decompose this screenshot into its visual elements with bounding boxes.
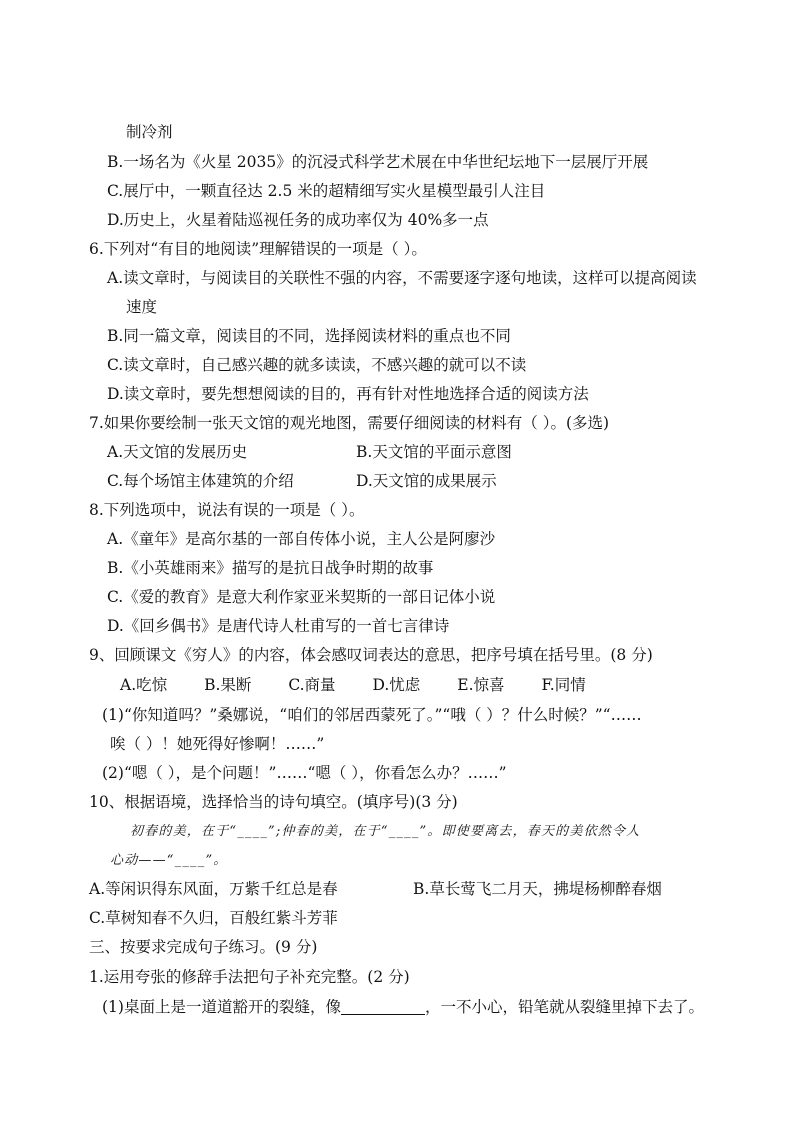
section-3-q1-sentence — [102, 996, 704, 1018]
q7-option-b: B.天文馆的平面示意图 — [356, 443, 512, 461]
q9-word-e: E.惊喜 — [457, 676, 505, 694]
q8-option-a: A.《童年》是高尔基的一部自传体小说，主人公是阿廖沙 — [107, 530, 496, 548]
q6-option-a-continuation: 速度 — [126, 298, 158, 316]
sentence-prefix: (1)桌面上是一道道豁开的裂缝，像 — [102, 998, 341, 1016]
q8-stem: 8.下列选项中，说法有误的一项是（ ）。 — [89, 501, 365, 519]
q5-option-c: C.展厅中，一颗直径达 2.5 米的超精细写实火星模型最引人注目 — [107, 182, 546, 200]
q9-word-f: F.同情 — [541, 676, 586, 694]
q7-stem: 7.如果你要绘制一张天文馆的观光地图，需要仔细阅读的材料有（ ）。(多选) — [89, 414, 610, 432]
q9-word-b: B.果断 — [204, 676, 252, 694]
q9-word-c: C.商量 — [288, 676, 336, 694]
q6-option-d: D.读文章时，要先想想阅读的目的，再有针对性地选择合适的阅读方法 — [107, 385, 589, 403]
q8-option-c: C.《爱的教育》是意大利作家亚米契斯的一部日记体小说 — [107, 588, 496, 606]
q10-option-a: A.等闲识得东风面，万紫千红总是春 — [89, 880, 338, 898]
fill-blank[interactable] — [341, 998, 425, 1015]
q6-option-a: A.读文章时，与阅读目的关联性不强的内容，不需要逐字逐句地读，这样可以提高阅读 — [107, 269, 697, 287]
section-3-q1-stem: 1.运用夸张的修辞手法把句子补充完整。(2 分) — [89, 968, 410, 986]
q5-option-a-continuation: 制冷剂 — [126, 123, 173, 141]
q6-option-c: C.读文章时，自己感兴趣的就多读读，不感兴趣的就可以不读 — [107, 356, 527, 374]
q9-word-a: A.吃惊 — [120, 676, 168, 694]
q7-option-d: D.天文馆的成果展示 — [356, 472, 497, 490]
q10-poem-line-2: 心动——“____”。 — [110, 853, 228, 868]
q8-option-b: B.《小英雄雨来》描写的是抗日战争时期的故事 — [107, 559, 434, 577]
q10-poem-line-1: 初春的美，在于“____”;仲春的美，在于“____”。即使要离去，春天的美依然令人 — [130, 824, 641, 839]
q5-option-d: D.历史上，火星着陆巡视任务的成功率仅为 40%多一点 — [107, 211, 489, 229]
q7-option-c: C.每个场馆主体建筑的介绍 — [107, 472, 294, 490]
q6-stem: 6.下列对“有目的地阅读”理解错误的一项是（ ）。 — [89, 240, 427, 258]
q9-sentence-1-continuation: 唉（ ）！她死得好惨啊！……” — [110, 735, 325, 753]
q10-stem: 10、根据语境，选择恰当的诗句填空。(填序号)(3 分) — [89, 793, 458, 811]
section-3-title: 三、按要求完成句子练习。(9 分) — [89, 938, 318, 956]
q9-sentence-1: (1)“你知道吗？”桑娜说，“咱们的邻居西蒙死了。”“哦（ ）？什么时候？”“…… — [102, 706, 642, 724]
q10-option-b: B.草长莺飞二月天，拂堤杨柳醉春烟 — [413, 880, 662, 898]
q10-option-c: C.草树知春不久归，百般红紫斗芳菲 — [89, 909, 338, 927]
q5-option-b: B.一场名为《火星 2035》的沉浸式科学艺术展在中华世纪坛地下一层展厅开展 — [107, 153, 649, 171]
q9-stem: 9、回顾课文《穷人》的内容，体会感叹词表达的意思，把序号填在括号里。(8 分) — [89, 646, 653, 664]
q7-option-a: A.天文馆的发展历史 — [107, 443, 248, 461]
q6-option-b: B.同一篇文章，阅读目的不同，选择阅读材料的重点也不同 — [107, 327, 511, 345]
q9-sentence-2: (2)“嗯（ ），是个问题！”……“嗯（ ），你看怎么办？……” — [102, 764, 507, 782]
q9-word-d: D.忧虑 — [372, 676, 421, 694]
q8-option-d: D.《回乡偶书》是唐代诗人杜甫写的一首七言律诗 — [107, 617, 450, 635]
sentence-suffix: ，一不小心，铅笔就从裂缝里掉下去了。 — [424, 998, 704, 1016]
q9-word-options — [120, 674, 618, 696]
